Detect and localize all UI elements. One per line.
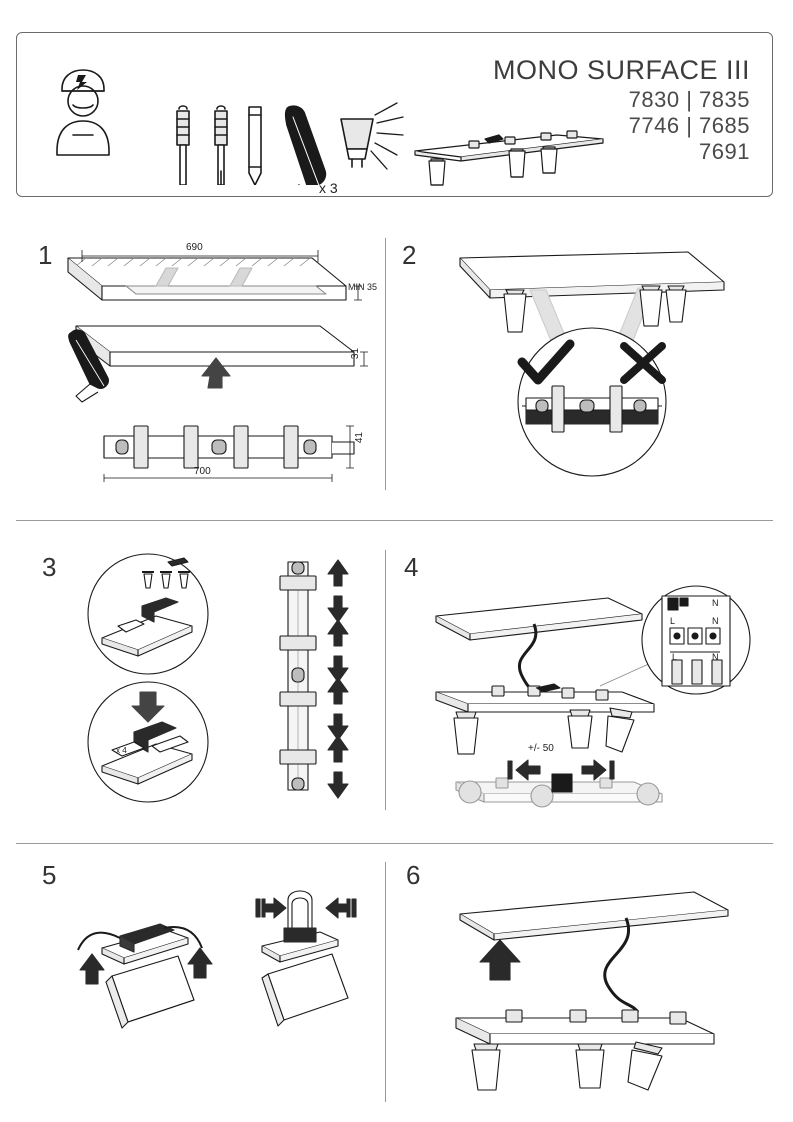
step-4 <box>394 540 774 820</box>
step-1 <box>16 228 384 496</box>
step-3-quantity-label: x 4 <box>116 746 127 755</box>
step-2-illustration <box>394 228 774 496</box>
step-1-illustration <box>16 228 384 496</box>
step-6 <box>394 852 774 1102</box>
terminal-label-n-top: N <box>712 616 719 626</box>
document-title: MONO SURFACE III <box>492 55 750 85</box>
title-block <box>493 55 750 165</box>
terminal-label-n1: N <box>682 598 689 608</box>
divider-vertical-row3 <box>385 862 386 1102</box>
step-6-illustration <box>394 852 774 1102</box>
pencil-icon <box>249 107 261 185</box>
tolerance-label: +/- 50 <box>528 743 554 754</box>
step-5 <box>16 852 384 1102</box>
product-code-3: 7691 <box>699 138 750 164</box>
dim-length-bottom: 700 <box>194 466 211 477</box>
divider-horizontal-1 <box>16 520 773 521</box>
dim-thickness: 31 <box>350 348 361 360</box>
terminal-label-n2: N <box>712 598 719 608</box>
terminal-label-l-top: L <box>670 616 676 626</box>
step-6-number: 6 <box>406 860 421 890</box>
product-code-2: 7746 | 7685 <box>628 112 750 138</box>
header-panel <box>16 32 773 197</box>
step-3 <box>16 540 384 820</box>
screwdriver-flat-icon <box>177 106 189 185</box>
step-5-number: 5 <box>42 860 57 890</box>
product-code-1: 7830 | 7835 <box>628 86 750 112</box>
divider-horizontal-2 <box>16 843 773 844</box>
step-3-illustration <box>16 540 384 820</box>
divider-vertical-row2 <box>385 550 386 810</box>
dim-height: 41 <box>354 432 365 444</box>
lamp-bulb-icon <box>341 103 403 169</box>
tools-illustration <box>37 45 457 185</box>
step-2 <box>394 228 774 496</box>
dim-length-top: 690 <box>186 242 203 253</box>
screwdriver-phillips-icon <box>215 106 227 185</box>
step-4-illustration <box>394 540 774 820</box>
saw-icon <box>286 106 326 185</box>
divider-vertical-row1 <box>385 238 386 490</box>
step-1-number: 1 <box>38 240 53 270</box>
dim-min-depth: MIN 35 <box>348 282 378 292</box>
step-5-illustration <box>16 852 384 1102</box>
step-2-number: 2 <box>402 240 417 270</box>
step-4-number: 4 <box>404 552 419 582</box>
bulb-quantity-label: x 3 <box>319 180 338 196</box>
terminal-label-n-bottom: N <box>712 652 719 662</box>
step-3-number: 3 <box>42 552 57 582</box>
terminal-label-l-bottom: L <box>672 652 678 662</box>
electrician-icon <box>57 70 109 155</box>
